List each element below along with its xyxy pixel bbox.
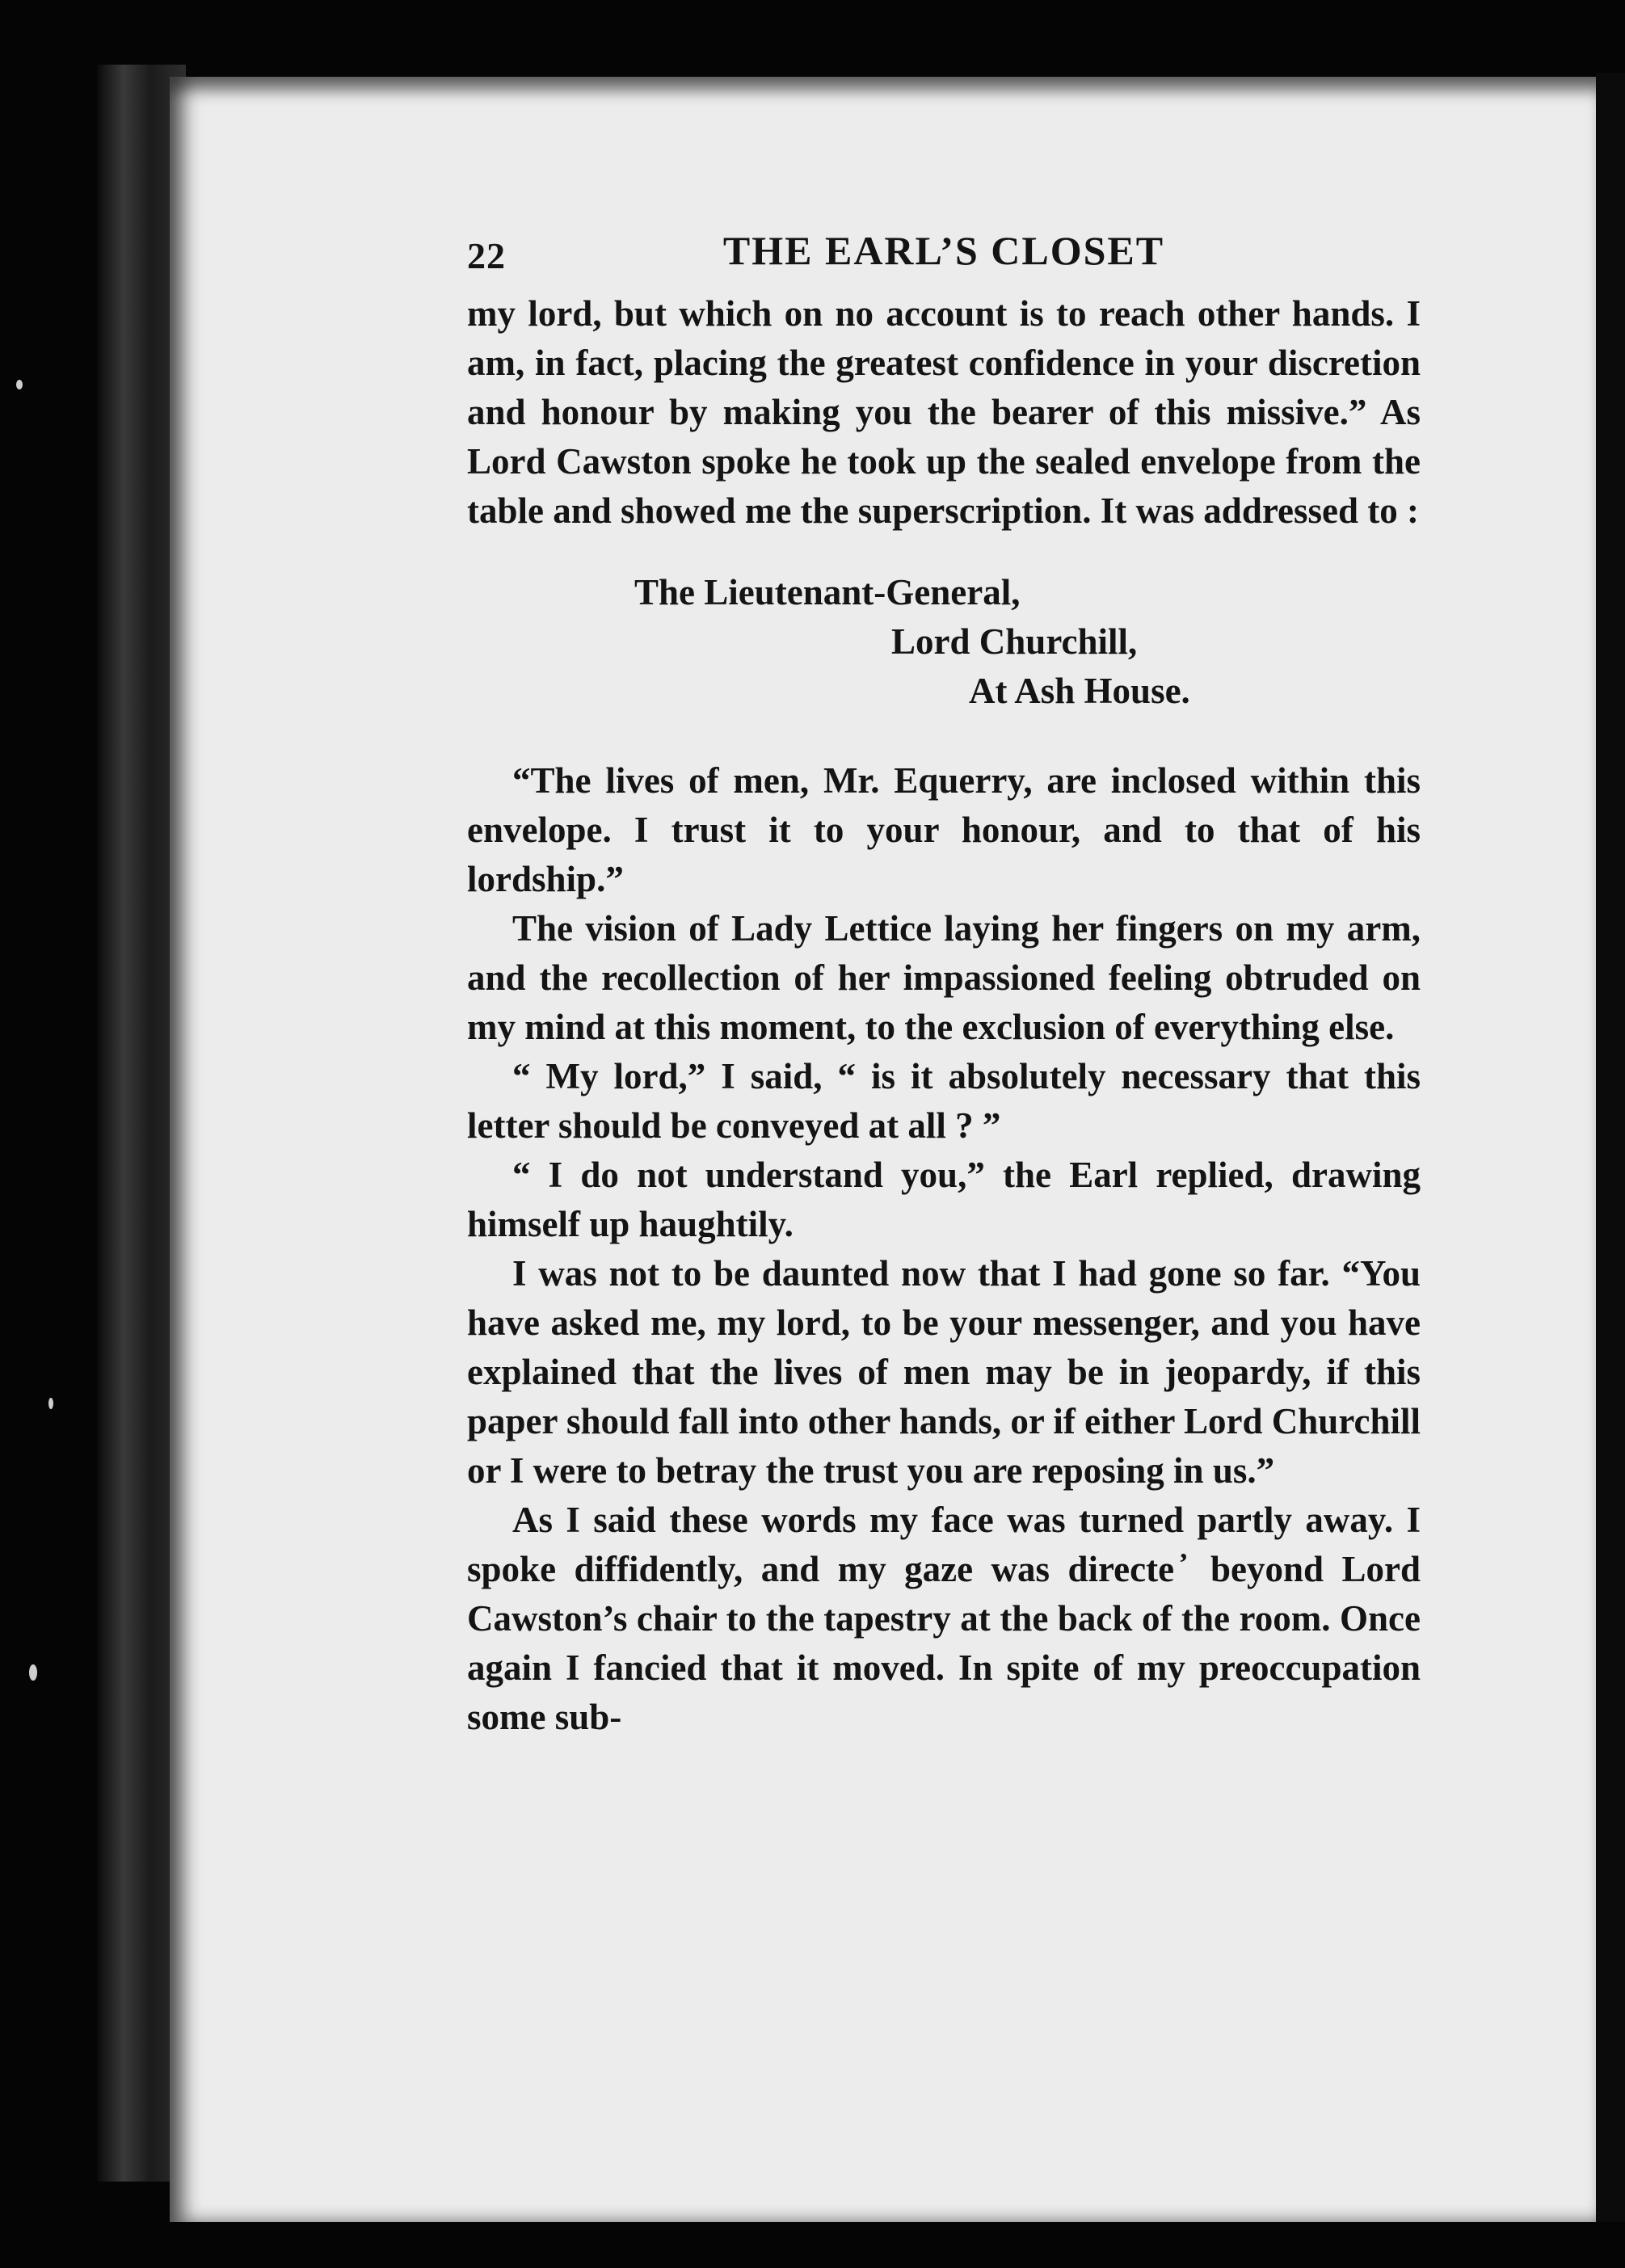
paragraph: As I said these words my face was turned partly away. I spoke diffidently, and my gaze was directe ̓ beyond Lord Cawston’s chair to the tapestry at the back of the room. Once again I fancied that it moved. In spite of my preoccupation some sub-	[467, 1500, 1421, 1737]
scan-speck	[29, 1664, 37, 1681]
address-line: At Ash House.	[969, 671, 1190, 711]
page-header	[467, 226, 1421, 283]
page-number: 22	[467, 235, 506, 276]
paragraph: “ My lord,” I said, “ is it absolutely necessary that this letter should be conveyed at all ? ”	[467, 1056, 1421, 1146]
paragraph: “The lives of men, Mr. Equerry, are inclosed within this envelope. I trust it to your honour, and to that of his lordship.”	[467, 760, 1421, 899]
paragraph: my lord, but which on no account is to reach other hands. I am, in fact, placing the greatest confidence in your discretion and honour by making you the bearer of this missive.” As Lord Cawston spoke he took up the sealed envelope from the table and showed me the superscription. It was addressed to :	[467, 293, 1421, 531]
paragraph: “ I do not understand you,” the Earl replied, drawing himself up haughtily.	[467, 1155, 1421, 1244]
running-title: THE EARL’S CLOSET	[722, 228, 1165, 273]
scan-speck	[16, 380, 23, 389]
address-line: Lord Churchill,	[891, 621, 1138, 662]
address-line: The Lieutenant-General,	[634, 572, 1021, 612]
page-text	[467, 226, 1421, 1742]
facing-page-edge	[1596, 73, 1625, 2222]
letter-address	[467, 568, 1421, 716]
paragraph: I was not to be daunted now that I had gone so far. “You have asked me, my lord, to be your messenger, and you have explained that the lives of men may be in jeopardy, if this paper should fall into other hands, or if either Lord Churchill or I were to betray the trust you are reposing in us.”	[467, 1253, 1421, 1491]
paragraph: The vision of Lady Lettice laying her fingers on my arm, and the recollection of her impassioned feeling obtruded on my mind at this moment, to the exclusion of everything else.	[467, 908, 1421, 1047]
scan-speck	[48, 1398, 53, 1409]
